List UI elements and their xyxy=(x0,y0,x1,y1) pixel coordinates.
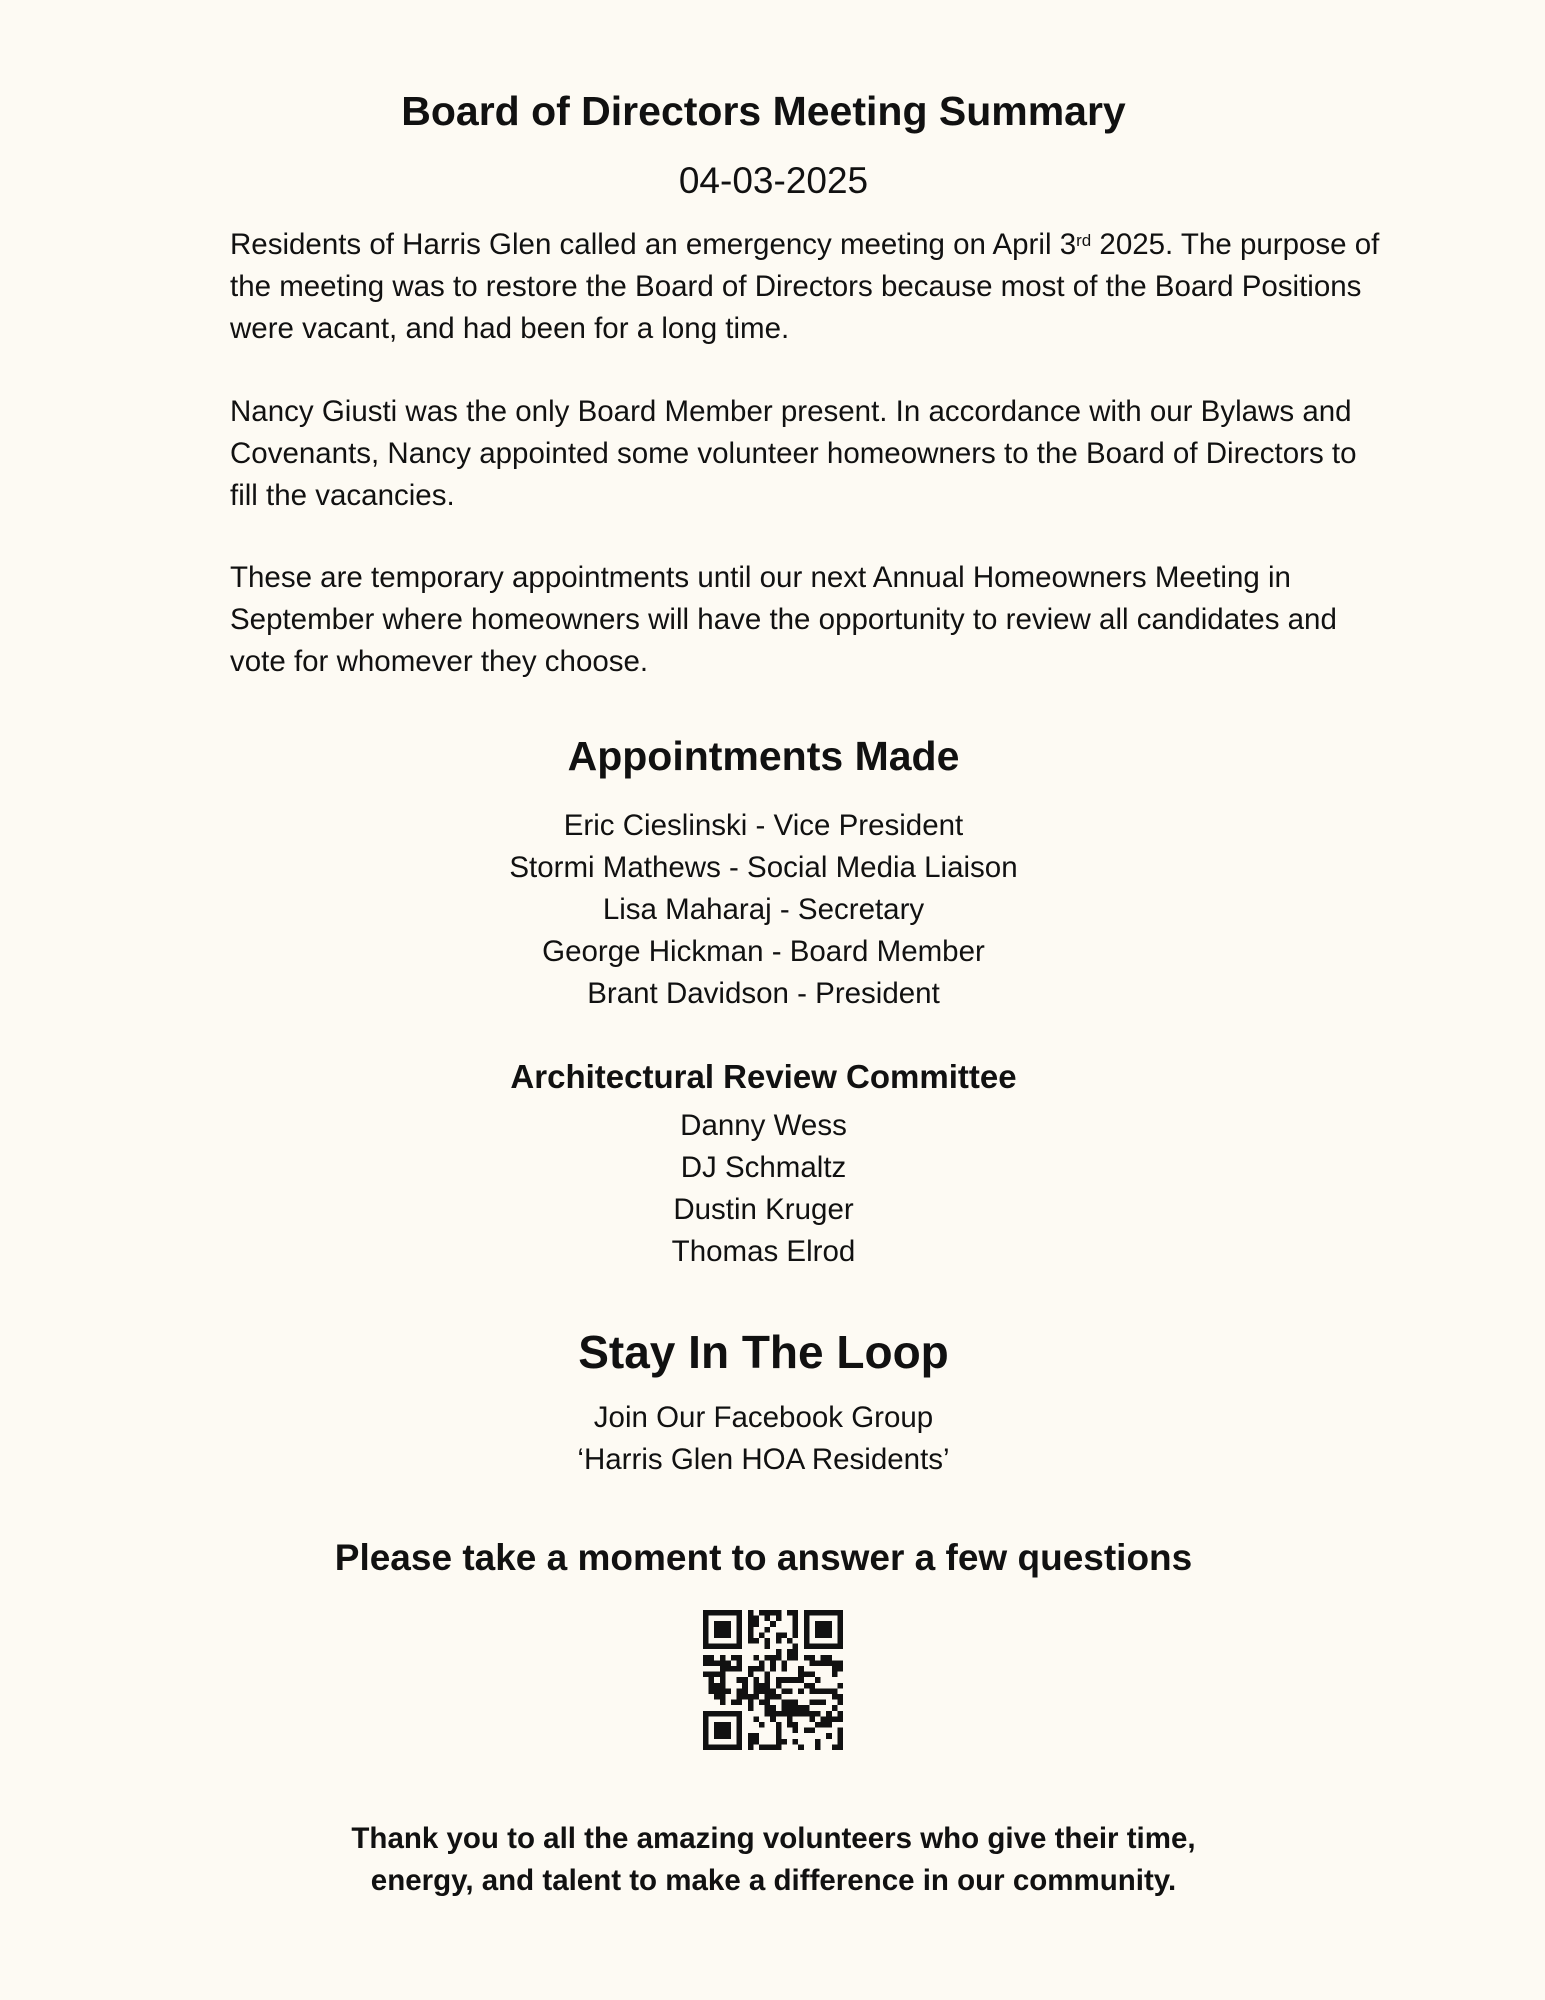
appointments-heading: Appointments Made xyxy=(567,733,960,779)
qr-code-icon[interactable] xyxy=(703,1610,843,1750)
closing-message xyxy=(230,1818,1317,1902)
facebook-group-info xyxy=(230,1397,1297,1481)
list-item: Danny Wess xyxy=(680,1109,847,1142)
list-item: DJ Schmaltz xyxy=(680,1151,847,1184)
survey-heading: Please take a moment to answer a few questions xyxy=(334,1537,1193,1578)
facebook-group-line: Join Our Facebook Group xyxy=(593,1401,934,1434)
meeting-date: 04-03-2025 xyxy=(678,160,869,201)
closing-line-1: Thank you to all the amazing volunteers who give their time, xyxy=(351,1822,1196,1855)
page-title: Board of Directors Meeting Summary xyxy=(401,88,1126,134)
list-item: Eric Cieslinski - Vice President xyxy=(563,809,964,842)
intro-paragraph-1 xyxy=(230,224,1390,350)
intro-text-start: Residents of Harris Glen called an emergency meeting on April 3 xyxy=(230,228,1077,261)
list-item: Brant Davidson - President xyxy=(587,977,940,1010)
qr-code-graphic xyxy=(703,1610,843,1750)
intro-paragraph-2: Nancy Giusti was the only Board Member present. In accordance with our Bylaws and Covenants, Nancy appointed some volunteer homeowners to the Board of Directors to fill the vacancies. xyxy=(230,395,1357,512)
stay-in-loop-heading: Stay In The Loop xyxy=(578,1326,949,1378)
intro-paragraph-3: These are temporary appointments until our next Annual Homeowners Meeting in September where homeowners will have the opportunity to review all candidates and vote for whomever they choose. xyxy=(230,561,1337,678)
list-item: Stormi Mathews - Social Media Liaison xyxy=(509,851,1018,884)
date-ordinal-suffix: rd xyxy=(1076,231,1092,250)
list-item: Thomas Elrod xyxy=(671,1235,856,1268)
committee-list xyxy=(230,1105,1297,1273)
list-item: George Hickman - Board Member xyxy=(542,935,985,968)
closing-line-2: energy, and talent to make a difference in our community. xyxy=(370,1864,1177,1897)
appointments-list xyxy=(230,805,1297,1015)
list-item: Dustin Kruger xyxy=(673,1193,854,1226)
intro-text-end: 2025. The purpose of the meeting was to restore the Board of Directors because most of the Board Positions were vacant, and had been for a long time. xyxy=(230,228,1380,345)
list-item: Lisa Maharaj - Secretary xyxy=(602,893,925,926)
committee-heading: Architectural Review Committee xyxy=(510,1058,1017,1095)
facebook-group-name: ‘Harris Glen HOA Residents’ xyxy=(577,1443,950,1476)
